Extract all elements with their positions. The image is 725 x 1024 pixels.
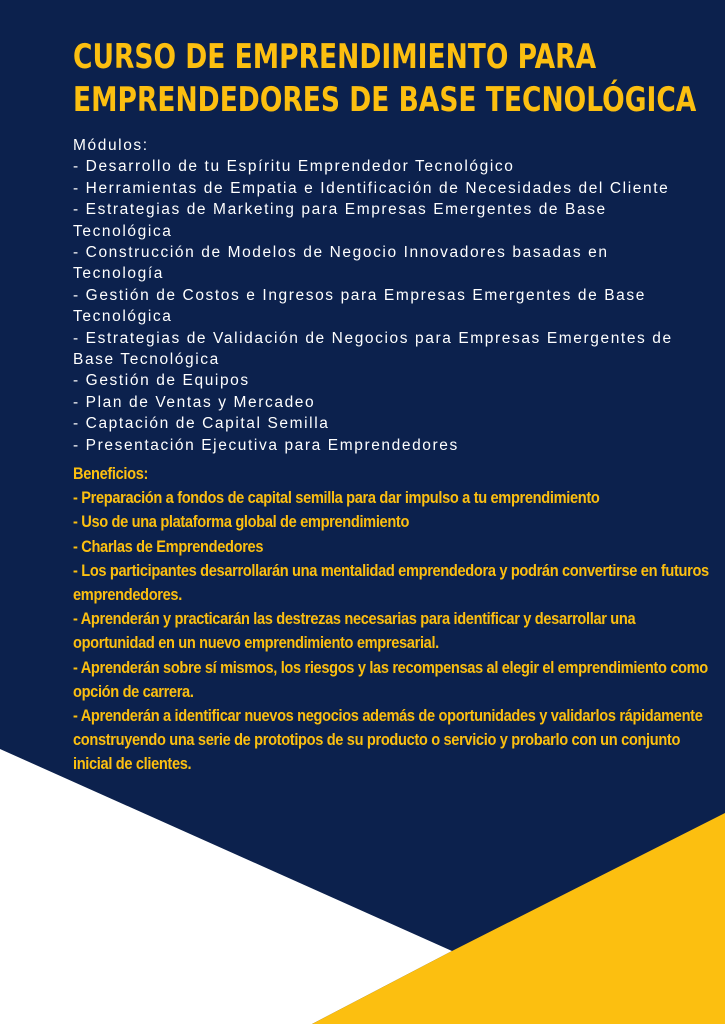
benefit-item: - Aprenderán a identificar nuevos negocios además de oportunidades y validarlos rápidamente construyendo una serie de prototipos de su producto o servicio y probarlo con un conjunto inicial de clientes. [73, 706, 703, 774]
benefit-item: - Aprenderán sobre sí mismos, los riesgos y las recompensas al elegir el emprendimiento como opción de carrera. [73, 657, 708, 701]
module-item: - Captación de Capital Semilla [73, 415, 330, 433]
benefits-section [73, 462, 713, 777]
module-item: - Gestión de Equipos [73, 372, 250, 390]
module-item: - Presentación Ejecutiva para Emprendedores [73, 436, 459, 454]
title-line-1: CURSO DE EMPRENDIMIENTO PARA [73, 37, 597, 77]
modules-section [73, 135, 693, 456]
benefit-item: - Preparación a fondos de capital semilla para dar impulso a tu emprendimiento [73, 488, 600, 508]
benefit-item: - Uso de una plataforma global de emprendimiento [73, 512, 410, 532]
course-title [73, 36, 697, 122]
white-triangle-shape [0, 749, 452, 1024]
benefits-heading: Beneficios: [73, 464, 149, 483]
module-item: - Desarrollo de tu Espíritu Emprendedor Tecnológico [73, 158, 515, 176]
benefit-item: - Los participantes desarrollarán una mentalidad emprendedora y podrán convertirse en futuros emprendedores. [73, 560, 709, 605]
module-item: - Herramientas de Empatia e Identificación de Necesidades del Cliente [73, 179, 670, 197]
module-item: - Plan de Ventas y Mercadeo [73, 393, 316, 411]
module-item: - Gestión de Costos e Ingresos para Empresas Emergentes de Base Tecnológica [73, 286, 646, 326]
module-item: - Estrategias de Validación de Negocios para Empresas Emergentes de Base Tecnológica [73, 329, 673, 369]
modules-heading: Módulos: [73, 137, 149, 154]
benefit-item: - Charlas de Emprendedores [73, 536, 264, 556]
module-item: - Construcción de Modelos de Negocio Innovadores basadas en Tecnología [73, 244, 609, 283]
benefit-item: - Aprenderán y practicarán las destrezas necesarias para identificar y desarrollar una oportunidad en un nuevo emprendimiento empresarial. [73, 609, 636, 653]
module-item: - Estrategias de Marketing para Empresas Emergentes de Base Tecnológica [73, 201, 607, 240]
title-line-2: EMPRENDEDORES DE BASE TECNOLÓGICA [73, 80, 697, 120]
